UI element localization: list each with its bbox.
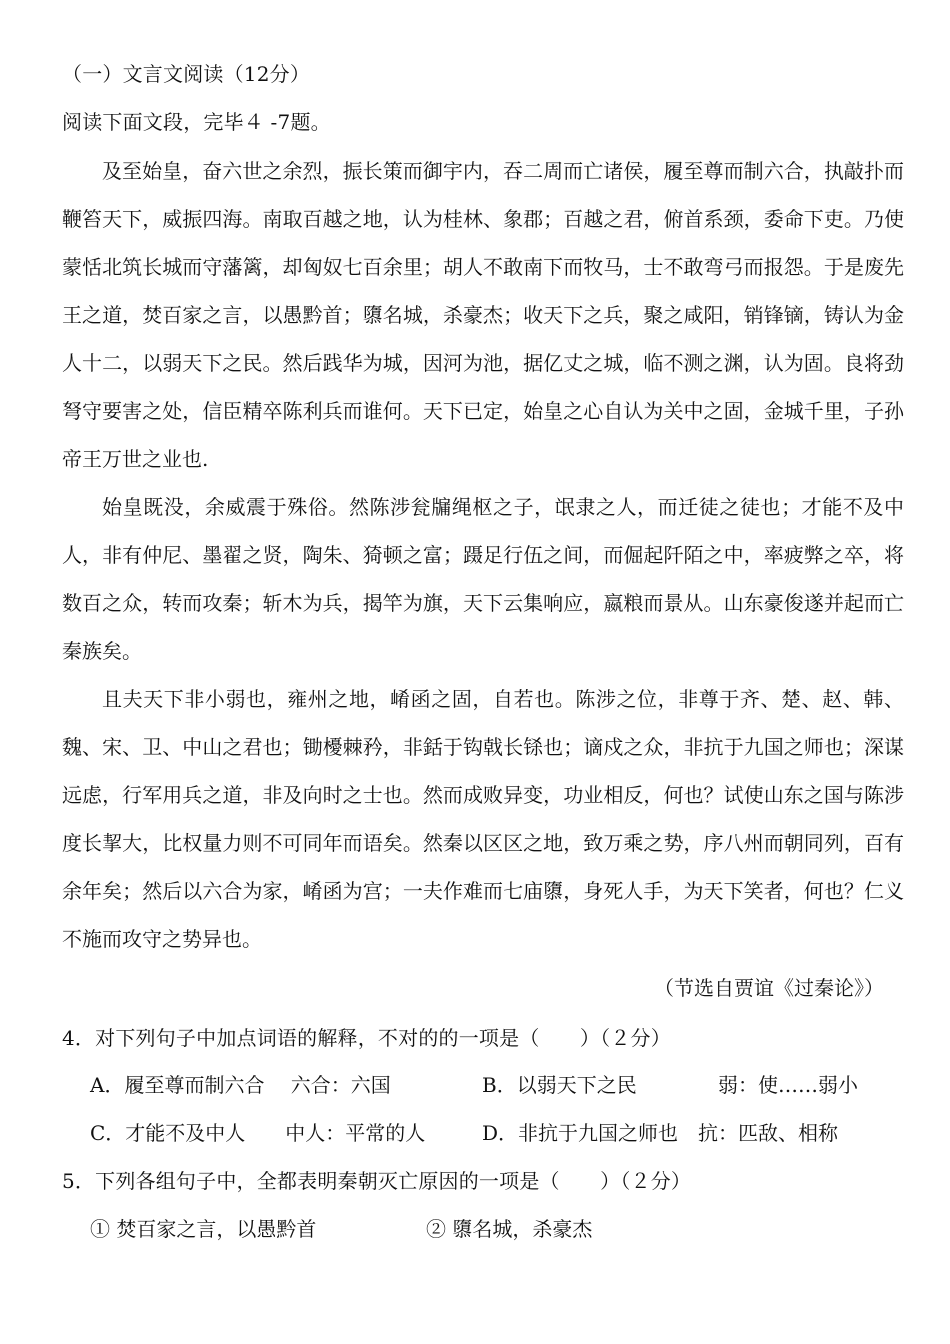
- question-4-option-a: A．履至尊而制六合 六合：六国: [90, 1073, 391, 1097]
- question-5-stem: 5．下列各组句子中，全都表明秦朝灭亡原因的一项是（ ）（２分）: [62, 1169, 692, 1193]
- section-title: （一）文言文阅读（12分）: [62, 62, 311, 86]
- instruction-text: 阅读下面文段，完毕４ -7题。: [62, 110, 331, 134]
- question-4-option-c: C．才能不及中人 中人：平常的人: [90, 1121, 426, 1145]
- question-4-option-b: B．以弱天下之民: [482, 1073, 637, 1097]
- passage-paragraph-2: 始皇既没，余威震于殊俗。然陈涉瓮牖绳枢之子，氓隶之人，而迁徒之徒也；才能不及中人，非有仲尼、墨翟之贤，陶朱、猗顿之富；蹑足行伍之间，而倔起阡陌之中，率疲弊之卒，将数百之众，转而攻秦；斩木为兵，揭竿为旗，天下云集响应，嬴粮而景从。山东豪俊遂并起而亡秦族矣。: [62, 495, 904, 663]
- passage-paragraph-3: 且夫天下非小弱也，雍州之地，崤函之固，自若也。陈涉之位，非尊于齐、楚、赵、韩、魏、宋、卫、中山之君也；锄櫌棘矜，非銛于钩戟长铩也；谪戍之众，非抗于九国之师也；深谋远虑，行军用兵之道，非及向时之士也。然而成败异变，功业相反，何也？试使山东之国与陈涉度长挈大，比权量力则不可同年而语矣。然秦以区区之地，致万乘之势，序八州而朝同列，百有余年矣；然后以六合为家，崤函为宫；一夫作难而七庙隳，身死人手，为天下笑者，何也？仁义不施而攻守之势异也。: [62, 687, 904, 951]
- passage-source: （节选自贾谊《过秦论》）: [654, 976, 884, 1000]
- passage-paragraph-1: 及至始皇，奋六世之余烈，振长策而御宇内，吞二周而亡诸侯，履至尊而制六合，执敲扑而鞭笞天下，威振四海。南取百越之地，认为桂林、象郡；百越之君，俯首系颈，委命下吏。乃使蒙恬北筑长城而守藩篱，却匈奴七百余里；胡人不敢南下而牧马，士不敢弯弓而报怨。于是废先王之道，焚百家之言，以愚黔首；隳名城，杀豪杰；收天下之兵，聚之咸阳，销锋镝，铸认为金人十二，以弱天下之民。然后践华为城，因河为池，据亿丈之城，临不测之渊，认为固。良将劲弩守要害之处，信臣精卒陈利兵而谁何。天下已定，始皇之心自认为关中之固，金城千里，子孙帝王万世之业也.: [62, 159, 904, 471]
- question-5-item-2: ② 隳名城，杀豪杰: [426, 1217, 593, 1241]
- question-4-option-d: D．非抗于九国之师也 抗：匹敌、相称: [482, 1121, 839, 1145]
- question-4-option-b-gloss: 弱：使……弱小: [718, 1073, 858, 1097]
- question-4-stem: 4．对下列句子中加点词语的解释，不对的的一项是（ ）（２分）: [62, 1026, 671, 1050]
- question-5-item-1: ① 焚百家之言，以愚黔首: [90, 1217, 317, 1241]
